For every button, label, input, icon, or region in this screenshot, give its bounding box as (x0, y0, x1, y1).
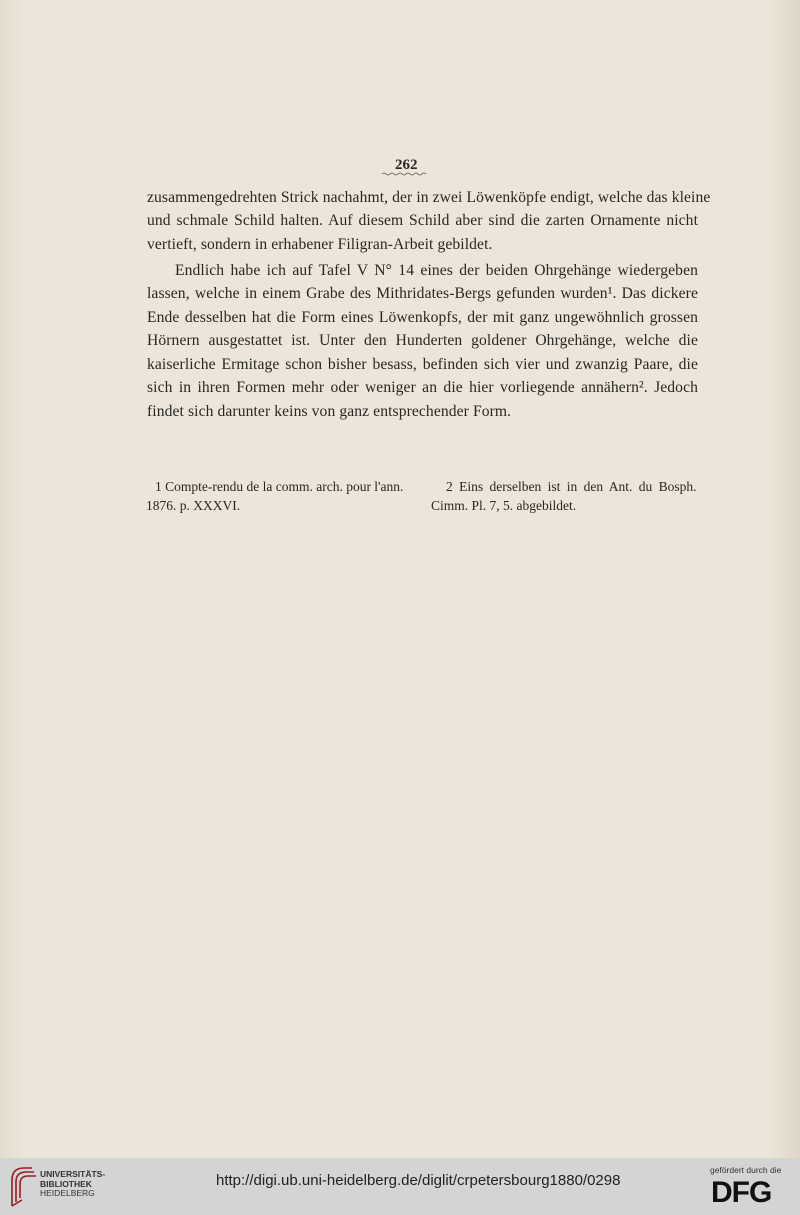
body-line: kaiserliche Ermitage schon bisher besass, befinden sich vier und zwanzig Paare, die (147, 356, 698, 373)
page-number-ornament (382, 172, 428, 176)
dfg-logo: DFG (711, 1176, 772, 1209)
body-line: vertieft, sondern in erhabener Filigran-Arbeit gebildet. (147, 236, 493, 253)
permalink-url[interactable]: http://digi.ub.uni-heidelberg.de/diglit/crpetersbourg1880/0298 (216, 1172, 621, 1189)
body-line: Ende desselben hat die Form eines Löwenkopfs, der mit ganz ungewöhnlich grossen (147, 309, 698, 326)
footnote-2-cont: Cimm. Pl. 7, 5. abgebildet. (431, 498, 577, 513)
footnote-1-cont: 1876. p. XXXVI. (146, 498, 241, 513)
body-line: Hörnern ausgestattet ist. Unter den Hunderten goldener Ohrgehänge, welche die (147, 332, 698, 349)
library-name-line: BIBLIOTHEK (40, 1178, 92, 1189)
page-number: 262 (395, 157, 418, 173)
body-line: lassen, welche in einem Grabe des Mithridates-Bergs gefunden wurden¹. Das dickere (147, 285, 698, 302)
body-line: sich in ihren Formen mehr oder weniger an die hier vorliegende annähern². Jedoch (147, 379, 698, 396)
university-library-name (40, 1170, 105, 1199)
footnote-2: 2 Eins derselben ist in den Ant. du Bosph. (446, 479, 697, 494)
funding-text: gefördert durch die (710, 1165, 782, 1175)
library-name-line: UNIVERSITÄTS- (40, 1169, 106, 1179)
body-line: Endlich habe ich auf Tafel V N° 14 eines der beiden Ohrgehänge wiedergeben (175, 262, 698, 279)
footer-bar (0, 1158, 800, 1215)
body-line: zusammengedrehten Strick nachahmt, der in zwei Löwenköpfe endigt, welche das kleine (147, 189, 711, 206)
body-line: findet sich darunter keins von ganz entsprechender Form. (147, 403, 512, 420)
footnote-1: 1 Compte-rendu de la comm. arch. pour l'ann. (155, 479, 404, 494)
library-name-line: HEIDELBERG (40, 1188, 95, 1198)
university-library-logo-icon (8, 1164, 38, 1208)
body-line: und schmale Schild halten. Auf diesem Schild aber sind die zarten Ornamente nicht (147, 212, 698, 229)
